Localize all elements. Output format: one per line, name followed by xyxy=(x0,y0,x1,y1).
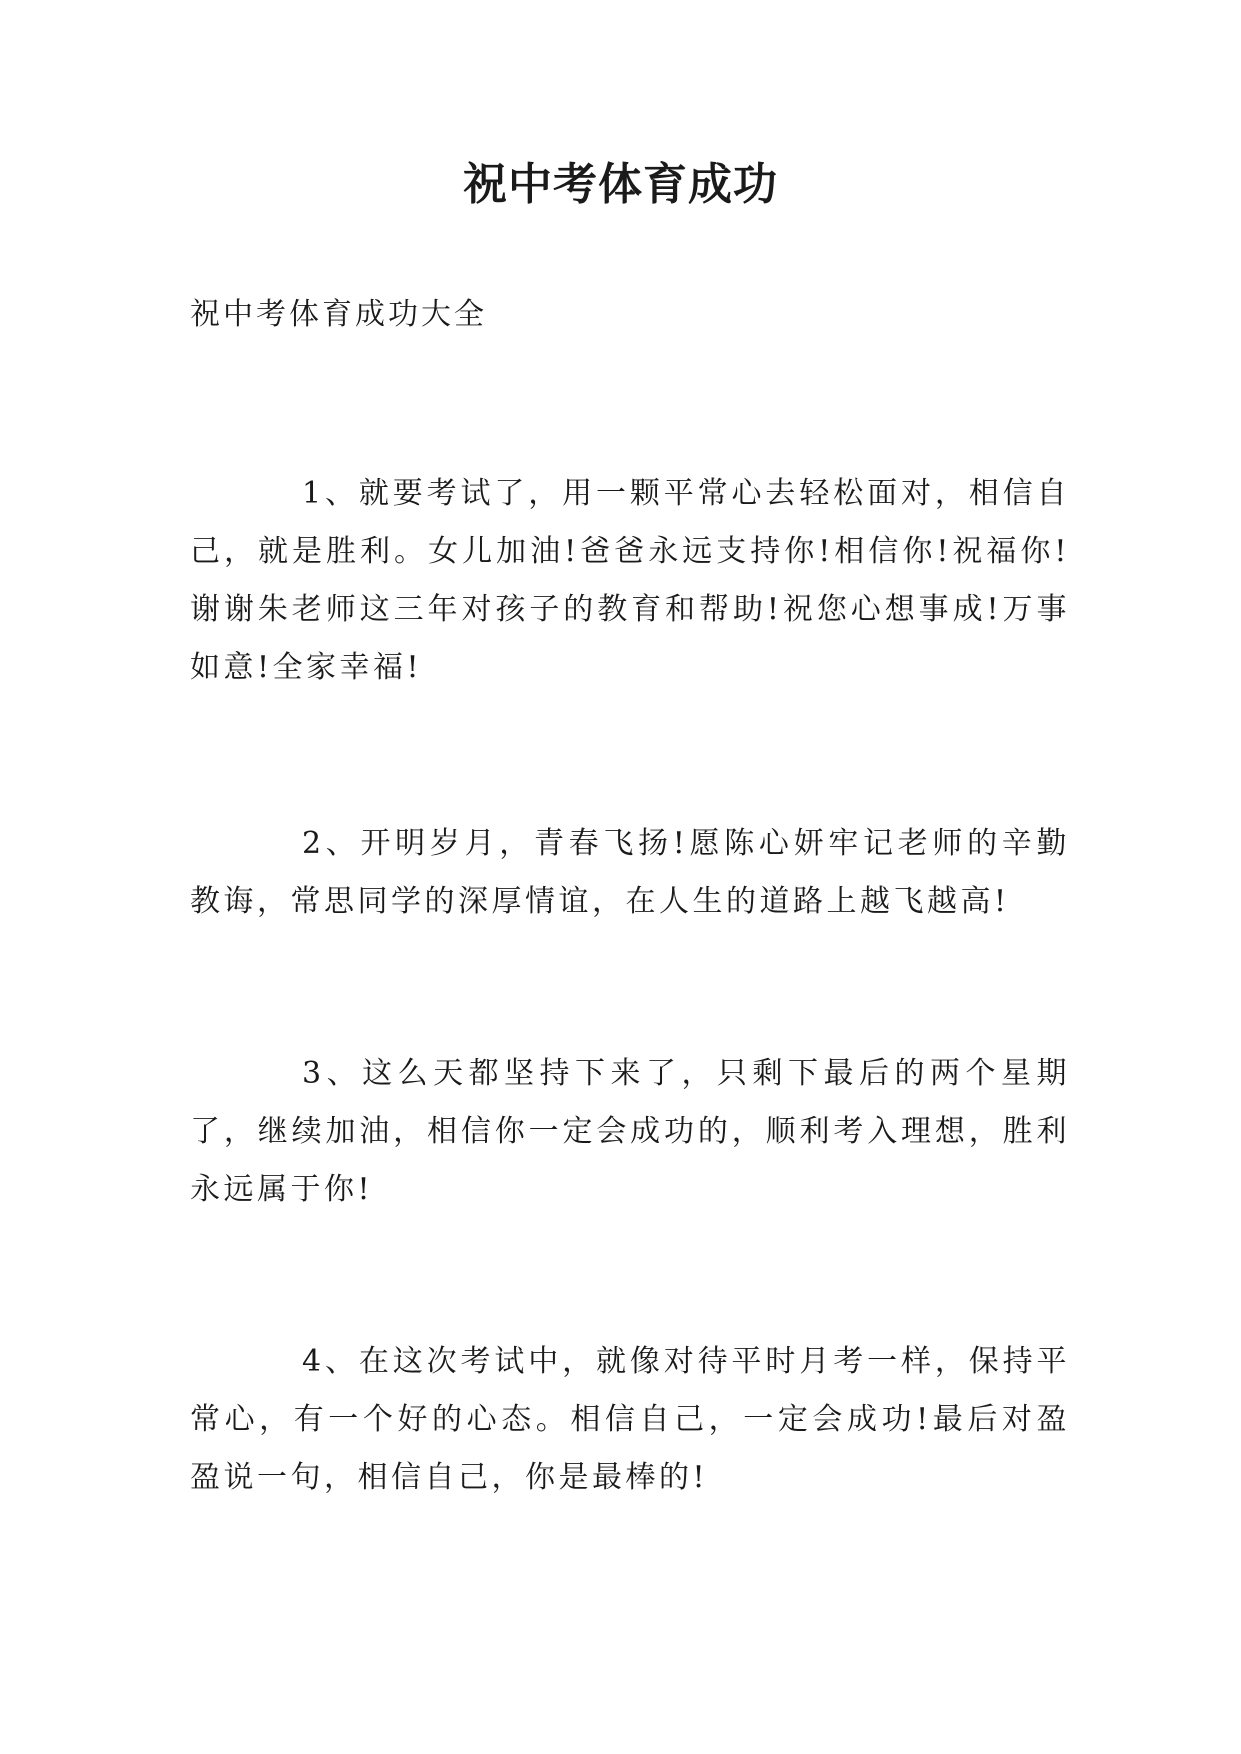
paragraph-3: 3、这么天都坚持下来了，只剩下最后的两个星期了，继续加油，相信你一定会成功的，顺利考入理想，胜利永远属于你! xyxy=(190,1056,1070,1207)
document-title: 祝中考体育成功 xyxy=(463,159,778,210)
paragraph-2: 2、开明岁月，青春飞扬!愿陈心妍牢记老师的辛勤教诲，常思同学的深厚情谊，在人生的道路上越飞越高! xyxy=(190,826,1070,919)
paragraph-1: 1、就要考试了，用一颗平常心去轻松面对，相信自己，就是胜利。女儿加油!爸爸永远支持你!相信你!祝福你!谢谢朱老师这三年对孩子的教育和帮助!祝您心想事成!万事如意!全家幸福! xyxy=(190,476,1070,685)
paragraph-4: 4、在这次考试中，就像对待平时月考一样，保持平常心，有一个好的心态。相信自己，一定会成功!最后对盈盈说一句，相信自己，你是最棒的! xyxy=(190,1344,1070,1495)
document-subtitle: 祝中考体育成功大全 xyxy=(190,297,487,332)
